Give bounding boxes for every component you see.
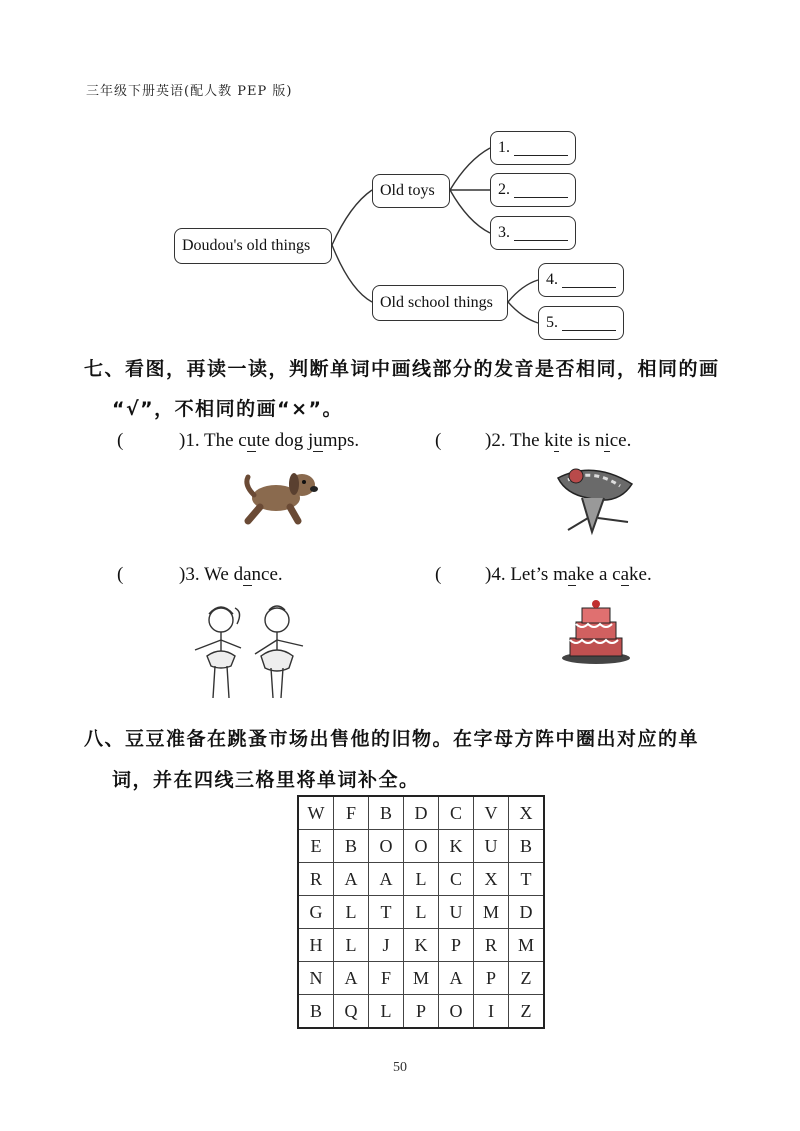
grid-cell[interactable]: U [474,830,509,863]
section-8-title-line2: 词，并在四线三格里将单词补全。 [112,769,420,791]
grid-cell[interactable]: M [474,896,509,929]
grid-cell[interactable]: R [474,929,509,962]
answer-blank[interactable] [514,226,568,241]
answer-parens[interactable]: ( [117,564,124,585]
grid-cell[interactable]: W [298,796,334,830]
old-toys-node [372,174,450,208]
grid-row [298,830,544,863]
grid-cell[interactable]: J [369,929,404,962]
grid-cell[interactable]: A [439,962,474,995]
underlined-letter: i [553,430,560,451]
grid-cell[interactable]: K [439,830,474,863]
grid-cell[interactable]: P [404,995,439,1029]
grid-cell[interactable]: C [439,863,474,896]
underlined-letter: u [313,430,323,451]
grid-cell[interactable]: L [369,995,404,1029]
grid-cell[interactable]: B [334,830,369,863]
section-8-title-line1: 八、豆豆准备在跳蚤市场出售他的旧物。在字母方阵中圈出对应的单 [84,728,700,750]
page-header: 三年级下册英语(配人教 PEP 版) [86,84,293,99]
slot-number: 3. [498,224,510,241]
grid-cell[interactable]: M [509,929,545,962]
root-node [174,228,332,264]
grid-cell[interactable]: B [298,995,334,1029]
grid-cell[interactable]: R [298,863,334,896]
grid-cell[interactable]: O [439,995,474,1029]
grid-cell[interactable]: T [369,896,404,929]
grid-cell[interactable]: O [404,830,439,863]
letter-grid [297,795,545,1029]
section-7-title-line1: 七、看图，再读一读，判断单词中画线部分的发音是否相同，相同的画 [84,358,720,380]
section-7-title-line2: “√”，不相同的画“×”。 [112,398,344,420]
grid-row [298,796,544,830]
slot-number: 2. [498,181,510,198]
answer-slot-5[interactable] [538,306,624,340]
grid-cell[interactable]: B [369,796,404,830]
grid-cell[interactable]: X [474,863,509,896]
underlined-letter: a [243,564,252,585]
answer-parens[interactable]: ( [117,430,124,451]
grid-cell[interactable]: L [334,929,369,962]
grid-cell[interactable]: D [509,896,545,929]
answer-parens[interactable]: ( [435,564,442,585]
answer-blank[interactable] [514,183,568,198]
grid-cell[interactable]: C [439,796,474,830]
grid-cell[interactable]: A [334,863,369,896]
grid-cell[interactable]: T [509,863,545,896]
grid-cell[interactable]: D [404,796,439,830]
grid-cell[interactable]: A [334,962,369,995]
grid-cell[interactable]: L [334,896,369,929]
grid-row [298,929,544,962]
slot-number: 5. [546,314,558,331]
dancers-picture [185,598,315,710]
grid-cell[interactable]: L [404,896,439,929]
answer-slot-2[interactable] [490,173,576,207]
grid-cell[interactable]: X [509,796,545,830]
question-3: ( )3. We dance. [117,564,283,585]
cake-picture [560,598,632,666]
underlined-letter: u [246,430,257,451]
answer-slot-1[interactable] [490,131,576,165]
grid-row [298,995,544,1029]
old-toys-label: Old toys [380,182,435,199]
grid-cell[interactable]: E [298,830,334,863]
underlined-letter: a [620,564,630,585]
grid-cell[interactable]: P [439,929,474,962]
underlined-letter: a [567,564,577,585]
answer-slot-4[interactable] [538,263,624,297]
root-node-label: Doudou's old things [182,237,311,254]
grid-cell[interactable]: F [334,796,369,830]
page-number: 50 [393,1060,407,1075]
mind-map [0,0,800,360]
grid-cell[interactable]: P [474,962,509,995]
grid-cell[interactable]: N [298,962,334,995]
old-school-things-node [372,285,508,321]
answer-parens[interactable]: ( [435,430,442,451]
grid-row [298,863,544,896]
grid-cell[interactable]: K [404,929,439,962]
grid-cell[interactable]: B [509,830,545,863]
dog-picture [238,465,322,525]
kite-picture [548,458,638,542]
grid-cell[interactable]: F [369,962,404,995]
grid-cell[interactable]: Z [509,962,545,995]
grid-cell[interactable]: Q [334,995,369,1029]
grid-cell[interactable]: U [439,896,474,929]
grid-cell[interactable]: Z [509,995,545,1029]
question-1: ( )1. The cute dog jumps. [117,430,360,451]
grid-cell[interactable]: H [298,929,334,962]
answer-blank[interactable] [562,273,616,288]
grid-cell[interactable]: O [369,830,404,863]
grid-cell[interactable]: V [474,796,509,830]
old-school-things-label: Old school things [380,294,493,311]
grid-cell[interactable]: G [298,896,334,929]
grid-cell[interactable]: A [369,863,404,896]
slot-number: 4. [546,271,558,288]
grid-row [298,896,544,929]
answer-blank[interactable] [514,141,568,156]
answer-blank[interactable] [562,316,616,331]
grid-cell[interactable]: L [404,863,439,896]
question-2: ( )2. The kite is nice. [435,430,632,451]
slot-number: 1. [498,139,510,156]
answer-slot-3[interactable] [490,216,576,250]
grid-cell[interactable]: M [404,962,439,995]
question-4: ( )4. Let’s make a cake. [435,564,652,585]
grid-cell[interactable]: I [474,995,509,1029]
underlined-letter: i [604,430,610,451]
grid-row [298,962,544,995]
